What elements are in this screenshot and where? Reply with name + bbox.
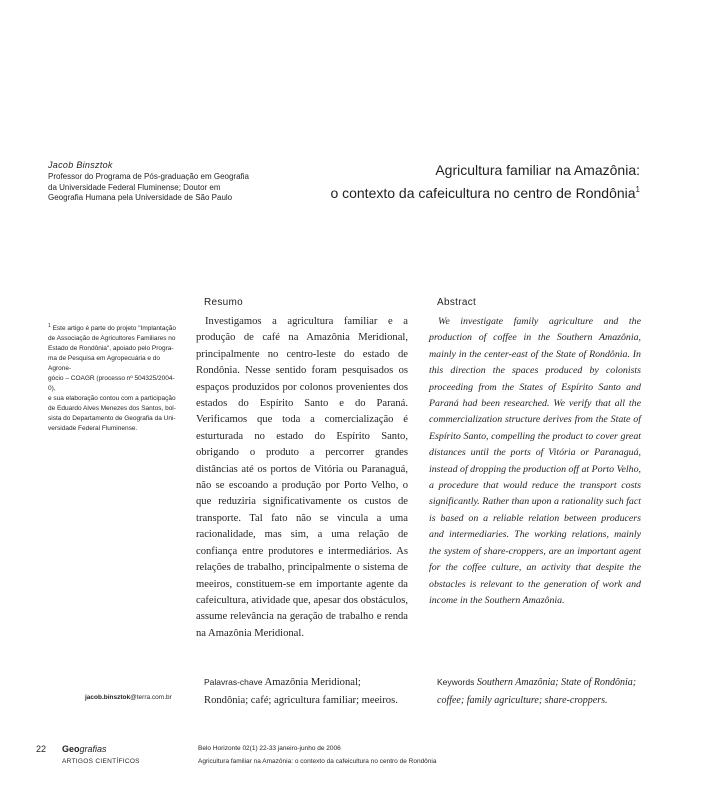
email-user: jacob.binsztok [85, 694, 131, 701]
footnote-line: de Eduardo Alves Menezes dos Santos, bol- [48, 405, 176, 413]
keywords-pt-label: Palavras-chave [204, 677, 263, 687]
journal-name-bold: Geo [62, 744, 80, 754]
footnote-line-text: Este artigo é parte do projeto "Implantação [50, 325, 176, 333]
author-email[interactable] [85, 694, 172, 701]
author-affiliation [48, 172, 268, 204]
abstract-text: We investigate family agriculture and the production of coffee in the Southern Amazônia, mainly in the center-east of the State of Rondônia. In this direction the spaces produced by colonists proceeding from the States of Espírito Santo and Paraná had been researched. We verify that all the commercialization structure derives from the State of Espírito Santo, compelling the product to cover great distances until the ports of Vitória or Paranaguá, instead of dropping the production off at Porto Velho, a procedure that would reduce the transport costs significantly. Rather than upon a rationality such fact is based on a reliable relation between producers and intermediaries. The working relations, mainly the system of share-croppers, are an important agent for the coffee culture, an activity that despite the obstacles is relevant to the generation of work and income in the Southern Amazônia. [429, 316, 641, 606]
title-line-1: Agricultura familiar na Amazônia: [435, 162, 640, 178]
title-line-2 [240, 180, 640, 203]
footnote [48, 321, 178, 434]
journal-name [62, 744, 107, 754]
footnote-line: gócio – COAGR (processo nº 504325/2004-0), [48, 375, 175, 393]
running-title: Agricultura familiar na Amazônia: o contexto da cafeicultura no centro de Rondônia [198, 758, 437, 765]
footnote-line: ma de Pesquisa em Agropecuária e do Agrone- [48, 355, 161, 373]
keywords-en-label: Keywords [437, 677, 475, 687]
footnote-line: de Associação de Agricultores Familiares no [48, 335, 176, 343]
affiliation-line: da Universidade Federal Fluminense; Doutor em [48, 182, 221, 192]
resumo-heading: Resumo [204, 297, 244, 308]
footnote-line: Estado de Rondônia", apoiado pelo Progra- [48, 345, 174, 353]
footnote-line [48, 321, 178, 334]
author-name: Jacob Binsztok [48, 160, 113, 170]
page-number: 22 [36, 744, 47, 754]
author-block [48, 160, 268, 204]
footnote-line: e sua elaboração contou com a participação [48, 395, 176, 403]
article-title [240, 160, 640, 203]
title-footnote-mark: 1 [635, 185, 640, 194]
keywords-pt-value: Amazônia Meridional; Rondônia; café; agricultura familiar; meeiros. [204, 677, 398, 706]
resumo-text: Investigamos a agricultura familiar e a produção de café na Amazônia Meridional, principalmente no centro-leste do estado de Rondônia. Nesse sentido foram pesquisados os espaços produzidos por colonos provenientes dos estados do Espírito Santo e do Paraná. Verificamos que toda a comercialização é esturturada no estado do Espírito Santo, obrigando o produto a percorrer grandes distâncias até os portos de Vitória ou Paranaguá, não se escoando a produção por Porto Velho, o que reduziria significativamente os custos de transporte. Tal fato não se vincula a uma racionalidade, mas sim, a uma relação de confiança entre produtores e intermediários. As relações de trabalho, principalmente o sistema de meeiros, constituem-se em importante agente da cafeicultura, atividade que, apesar dos obstáculos, assume relevância na geração de trabalho e renda na Amazônia Meridional. [196, 316, 408, 639]
citation: Belo Horizonte 02(1) 22-33 janeiro-junho de 2006 [198, 745, 341, 752]
keywords-en [437, 673, 649, 710]
journal-name-italic: grafias [79, 744, 107, 754]
section-label: ARTIGOS CIENTÍFICOS [62, 758, 140, 765]
affiliation-line: Geografia Humana pela Universidade de São Paulo [48, 193, 233, 202]
abstract-heading: Abstract [437, 297, 477, 308]
footnote-mark: 1 [48, 323, 51, 329]
title-line-2-text: o contexto da cafeicultura no centro de Rondônia [330, 185, 636, 201]
affiliation-line: Professor do Programa de Pós-graduação em Geografia [48, 172, 249, 181]
keywords-en-value: Southern Amazônia; State of Rondônia; coffee; family agriculture; share-croppers. [437, 677, 637, 706]
footnote-line: sista do Departamento de Geografia da Uni- [48, 415, 176, 423]
email-domain: @terra.com.br [130, 694, 172, 701]
keywords-pt [204, 673, 400, 710]
footnote-line: versidade Federal Fluminense. [48, 425, 138, 433]
